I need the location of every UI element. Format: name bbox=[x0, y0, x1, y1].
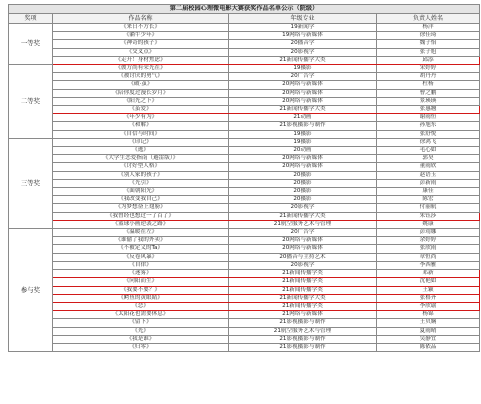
owner-cell: 胡丹丹 bbox=[377, 73, 480, 81]
work-cell: 《自律》 bbox=[53, 261, 229, 269]
work-cell: 《面朝阳光》 bbox=[53, 188, 229, 196]
owner-cell: 张惠翘 bbox=[377, 106, 480, 114]
award-cell: 一等奖 bbox=[9, 24, 53, 65]
grade-cell: 20影视学 bbox=[229, 204, 377, 212]
table-row bbox=[9, 40, 480, 48]
work-cell: 《反卷风暴》 bbox=[53, 253, 229, 261]
grade-cell: 21网络与新媒体 bbox=[229, 311, 377, 319]
grade-cell: 19摄影 bbox=[229, 138, 377, 146]
owner-cell: 陈宏 bbox=[377, 196, 480, 204]
table-row bbox=[9, 155, 480, 163]
grade-cell: 20网络与新媒体 bbox=[229, 89, 377, 97]
work-cell: 《谁偷了我的外卖》 bbox=[53, 237, 229, 245]
table-row bbox=[9, 171, 480, 179]
table-row bbox=[9, 311, 480, 319]
grade-cell: 21新闻传播学类 bbox=[229, 286, 377, 294]
award-list-sheet bbox=[8, 4, 479, 352]
owner-cell: 杜杨 bbox=[377, 81, 480, 89]
table-row bbox=[9, 32, 480, 40]
owner-cell: 陈依品 bbox=[377, 343, 480, 351]
header-owner: 负责人姓名 bbox=[377, 14, 480, 24]
work-cell: 《太阳花也需要休息》 bbox=[53, 311, 229, 319]
table-row bbox=[9, 245, 480, 253]
award-cell: 参与奖 bbox=[9, 229, 53, 352]
grade-cell: 20摄影 bbox=[229, 171, 377, 179]
owner-cell: 彭新雨 bbox=[377, 179, 480, 187]
header-grade: 年级专业 bbox=[229, 14, 377, 24]
table-row bbox=[9, 130, 480, 138]
table-body bbox=[9, 24, 480, 352]
table-row bbox=[9, 229, 480, 237]
table-row bbox=[9, 261, 480, 269]
work-cell: 《向阳而生》 bbox=[53, 278, 229, 286]
owner-cell: 毛心如 bbox=[377, 147, 480, 155]
owner-cell: 郭昊 bbox=[377, 155, 480, 163]
work-cell: 《来日不方长》 bbox=[53, 24, 229, 32]
table-row bbox=[9, 204, 480, 212]
table-row bbox=[9, 302, 480, 310]
grade-cell: 20摄影 bbox=[229, 188, 377, 196]
grade-cell: 19摄影 bbox=[229, 130, 377, 138]
owner-cell: 康佳 bbox=[377, 188, 480, 196]
table-row bbox=[9, 335, 480, 343]
table-row bbox=[9, 212, 480, 220]
owner-cell: 孙旭东 bbox=[377, 122, 480, 130]
table-row bbox=[9, 73, 480, 81]
table-row bbox=[9, 237, 480, 245]
award-cell: 二等奖 bbox=[9, 65, 53, 139]
work-cell: 《陪你度过漫长岁月》 bbox=[53, 89, 229, 97]
table-row bbox=[9, 343, 480, 351]
grade-cell: 21影视摄影与制作 bbox=[229, 335, 377, 343]
work-cell: 《迷雾》 bbox=[53, 270, 229, 278]
table-row bbox=[9, 270, 480, 278]
grade-cell: 19摄影 bbox=[229, 65, 377, 73]
work-cell: 《温暖在左》 bbox=[53, 229, 229, 237]
owner-cell: 张格齐 bbox=[377, 294, 480, 302]
work-cell: 《为梦想奋上翅膀》 bbox=[53, 204, 229, 212]
owner-cell: 谢雨恒 bbox=[377, 114, 480, 122]
work-cell: 《自信与时间》 bbox=[53, 130, 229, 138]
grade-cell: 20网络与新媒体 bbox=[229, 81, 377, 89]
work-cell: 《年少有为》 bbox=[53, 114, 229, 122]
work-cell: 《阳光之下》 bbox=[53, 97, 229, 105]
work-cell: 《躺牛少年》 bbox=[53, 32, 229, 40]
owner-cell: 魏子怡 bbox=[377, 40, 480, 48]
grade-cell: 20影视学 bbox=[229, 48, 377, 56]
grade-cell: 21新闻传播学类 bbox=[229, 278, 377, 286]
table-row bbox=[9, 97, 480, 105]
work-cell: 《恋》 bbox=[53, 302, 229, 310]
table-row bbox=[9, 147, 480, 155]
owner-cell: 沈艳如 bbox=[377, 278, 480, 286]
work-cell: 《大学生恋爱指南（避雷版）》 bbox=[53, 155, 229, 163]
work-cell: 《归零》 bbox=[53, 343, 229, 351]
grade-cell: 21新闻传播学大类 bbox=[229, 212, 377, 220]
grade-cell: 21新闻传播学大类 bbox=[229, 56, 377, 64]
owner-cell: 李西雅 bbox=[377, 261, 480, 269]
owner-cell: 邱添 bbox=[377, 56, 480, 64]
grade-cell: 19新闻学 bbox=[229, 24, 377, 32]
table-row bbox=[9, 278, 480, 286]
grade-cell: 21新闻传播学类 bbox=[229, 302, 377, 310]
work-cell: 《光》 bbox=[53, 327, 229, 335]
table-row bbox=[9, 114, 480, 122]
work-cell: 《留下》 bbox=[53, 319, 229, 327]
owner-cell: 彭靖娜 bbox=[377, 229, 480, 237]
grade-cell: 20摄影 bbox=[229, 196, 377, 204]
grade-cell: 20广告学 bbox=[229, 229, 377, 237]
owner-cell: 张舒悦 bbox=[377, 130, 480, 138]
work-cell: 《走开！身材焦虑》 bbox=[53, 56, 229, 64]
work-cell: 《逃》 bbox=[53, 147, 229, 155]
grade-cell: 21动画 bbox=[229, 114, 377, 122]
work-cell: 《别人家的孩子》 bbox=[53, 171, 229, 179]
owner-cell: 徐佳琦 bbox=[377, 32, 480, 40]
owner-cell: 章恒尚 bbox=[377, 253, 480, 261]
work-cell: 《被讨厌的勇气》 bbox=[53, 73, 229, 81]
work-cell: 《篮球小画逆袭之路》 bbox=[53, 220, 229, 228]
work-cell: 《我要不要？》 bbox=[53, 286, 229, 294]
owner-cell: 邓新 bbox=[377, 270, 480, 278]
owner-cell: 王颖 bbox=[377, 286, 480, 294]
table-row bbox=[9, 188, 480, 196]
owner-cell: 曹之鹏 bbox=[377, 89, 480, 97]
owner-cell: 景瑛瑛 bbox=[377, 97, 480, 105]
owner-cell: 姚康 bbox=[377, 220, 480, 228]
owner-cell: 宋婷婷 bbox=[377, 65, 480, 73]
owner-cell: 杨洋 bbox=[377, 24, 480, 32]
grade-cell: 21航空服务艺术与管理 bbox=[229, 220, 377, 228]
grade-cell: 20网络与新媒体 bbox=[229, 245, 377, 253]
work-cell: 《交叉点》 bbox=[53, 48, 229, 56]
table-row bbox=[9, 65, 480, 73]
grade-cell: 21新闻传播学大类 bbox=[229, 294, 377, 302]
grade-cell: 21影视摄影与制作 bbox=[229, 343, 377, 351]
table-row bbox=[9, 56, 480, 64]
work-cell: 《彼方尚有荣光在》 bbox=[53, 65, 229, 73]
table-row bbox=[9, 106, 480, 114]
work-cell: 《破·茧》 bbox=[53, 81, 229, 89]
owner-cell: 张欣雨 bbox=[377, 245, 480, 253]
table-row bbox=[9, 319, 480, 327]
table-row bbox=[9, 253, 480, 261]
grade-cell: 21影视摄影与制作 bbox=[229, 122, 377, 130]
grade-cell: 20广告学 bbox=[229, 73, 377, 81]
work-cell: 《我曾经也想过一了百了》 bbox=[53, 212, 229, 220]
grade-cell: 21新闻传播学类 bbox=[229, 270, 377, 278]
grade-cell: 20播音与主持艺术 bbox=[229, 253, 377, 261]
owner-cell: 付丽航 bbox=[377, 204, 480, 212]
work-cell: 《不被定义的Ta》 bbox=[53, 245, 229, 253]
table-row bbox=[9, 327, 480, 335]
table-row bbox=[9, 89, 480, 97]
owner-cell: 徐鸿飞 bbox=[377, 138, 480, 146]
award-cell: 三等奖 bbox=[9, 138, 53, 228]
table-row bbox=[9, 81, 480, 89]
work-cell: 《我是谁》 bbox=[53, 335, 229, 343]
grade-cell: 20网络与新媒体 bbox=[229, 163, 377, 171]
work-cell: 《讨好型人格》 bbox=[53, 163, 229, 171]
owner-cell: 赵语玉 bbox=[377, 171, 480, 179]
grade-cell: 19网络与新媒体 bbox=[229, 32, 377, 40]
work-cell: 《鳄鱼的黄眼睛》 bbox=[53, 294, 229, 302]
header-work: 作品名称 bbox=[53, 14, 229, 24]
table-row bbox=[9, 122, 480, 130]
owner-cell: 朱钰莎 bbox=[377, 212, 480, 220]
owner-cell: 杨锦 bbox=[377, 311, 480, 319]
table-title: 第二届校园心理微电影大赛获奖作品名单公示（院级） bbox=[9, 5, 480, 14]
table-row bbox=[9, 286, 480, 294]
table-row bbox=[9, 196, 480, 204]
table-row bbox=[9, 138, 480, 146]
table-row bbox=[9, 220, 480, 228]
grade-cell: 20摄影 bbox=[229, 179, 377, 187]
grade-cell: 20网络与新媒体 bbox=[229, 237, 377, 245]
owner-cell: 余婷婷 bbox=[377, 237, 480, 245]
table-row bbox=[9, 48, 480, 56]
work-cell: 《神奇的孩子》 bbox=[53, 40, 229, 48]
grade-cell: 21航空服务艺术与管理 bbox=[229, 327, 377, 335]
work-cell: 《我改变我自己》 bbox=[53, 196, 229, 204]
owner-cell: 董雨欣 bbox=[377, 163, 480, 171]
table-row bbox=[9, 179, 480, 187]
grade-cell: 20网络与新媒体 bbox=[229, 97, 377, 105]
table-row bbox=[9, 24, 480, 32]
grade-cell: 20影视学 bbox=[229, 261, 377, 269]
work-cell: 《光引》 bbox=[53, 179, 229, 187]
grade-cell: 20播音学 bbox=[229, 40, 377, 48]
grade-cell: 20网络与新媒体 bbox=[229, 155, 377, 163]
owner-cell: 王贝娴 bbox=[377, 319, 480, 327]
work-cell: 《和解》 bbox=[53, 122, 229, 130]
work-cell: 《茧爱》 bbox=[53, 106, 229, 114]
grade-cell: 21新闻传播学大类 bbox=[229, 106, 377, 114]
grade-cell: 21影视摄影与制作 bbox=[229, 319, 377, 327]
table-row bbox=[9, 294, 480, 302]
grade-cell: 20动画 bbox=[229, 147, 377, 155]
owner-cell: 夏雨晴 bbox=[377, 327, 480, 335]
owner-cell: 李欣谕 bbox=[377, 302, 480, 310]
header-award: 奖项 bbox=[9, 14, 53, 24]
owner-cell: 吴静宜 bbox=[377, 335, 480, 343]
work-cell: 《印记》 bbox=[53, 138, 229, 146]
award-table bbox=[8, 4, 480, 352]
table-row bbox=[9, 163, 480, 171]
owner-cell: 张子旭 bbox=[377, 48, 480, 56]
